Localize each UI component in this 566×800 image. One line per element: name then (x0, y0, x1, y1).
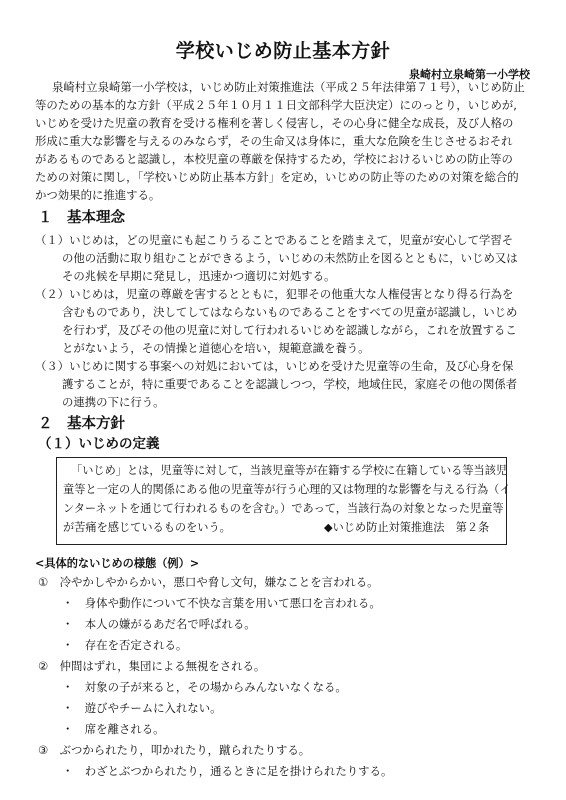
intro-line: 等のための基本的な方針（平成２５年１０月１１日文部科学大臣決定）にのっとり，いじめが, (35, 98, 517, 112)
example-subitem: ・ 身体や動作について不快な言葉を用いて悪口を言われる。 (62, 596, 381, 610)
intro-line: ための対策に関し，「学校いじめ防止基本方針」を定め，いじめの防止等のための対策を総合的 (35, 170, 519, 184)
example-item: ① 冷やかしやからかい，悪口や脅し文句，嫌なことを言われる。 (38, 575, 379, 589)
intro-line: かつ効果的に推進する。 (35, 188, 161, 202)
intro-line: いじめを受けた児童の教育を受ける権利を著しく侵害し，その心身に健全な成長，及び人格の (35, 116, 514, 130)
policy-line: 含むものであり，決してしてはならないものであることをすべての児童が認識し，いじめ (62, 305, 518, 319)
example-subitem: ・ 対象の子が来ると，その場からみんないなくなる。 (62, 680, 347, 694)
subheading-definition: （１）いじめの定義 (38, 436, 160, 452)
examples-heading: <具体的ないじめの様態（例）> (35, 557, 200, 570)
intro-line: 泉崎村立泉崎第一小学校は，いじめ防止対策推進法（平成２５年法律第７１号），いじめ防止 (52, 80, 525, 94)
definition-line: 童等と一定の人的関係にある他の児童等が行う心理的又は物理的な影響を与える行為（イ (63, 483, 511, 496)
policy-line: （２）いじめは，児童の尊厳を害するとともに，犯罪その他重大な人権侵害となり得る行為を (35, 287, 514, 301)
policy-line: の連携の下に行う。 (62, 395, 165, 409)
definition-line: ンターネットを通じて行われるものを含む。）であって，当該行為の対象となった児童等 (63, 502, 504, 515)
example-subitem: ・ 席を離される。 (62, 722, 165, 736)
section-heading-basic-policy: ２ 基本方針 (38, 416, 125, 432)
definition-source: ◆いじめ防止対策推進法 第２条 (324, 521, 490, 534)
definition-box (56, 457, 511, 545)
definition-line: が苦痛を感じているものをいう。 (63, 521, 231, 534)
intro-line: があるものであると認識し，本校児童の尊厳を保持するため，学校におけるいじめの防止等の (35, 152, 513, 166)
example-subitem: ・ 本人の嫌がるあだ名で呼ばれる。 (62, 617, 256, 631)
example-subitem: ・ 遊びやチームに入れない。 (62, 701, 222, 715)
document-title: 学校いじめ防止基本方針 (175, 40, 391, 62)
example-subitem: ・ 存在を否定される。 (62, 638, 188, 652)
section-heading-basic-philosophy: １ 基本理念 (38, 210, 125, 226)
example-item: ② 仲間はずれ，集団による無視をされる。 (38, 659, 266, 673)
policy-line: とがないよう，その情操と道徳心を培い，規範意識を養う。 (62, 341, 370, 355)
policy-line: を行わず，及びその他の児童に対して行われるいじめを認識しながら，これを放置するこ (62, 323, 517, 337)
policy-line: （３）いじめに関する事案への対処においては，いじめを受けた児童等の生命，及び心身を保 (35, 359, 514, 373)
example-item: ③ ぶつかられたり，叩かれたり，蹴られたりする。 (38, 743, 311, 757)
policy-line: その兆候を早期に発見し，迅速かつ適切に対処する。 (62, 269, 336, 283)
policy-line: （１）いじめは，どの児童にも起こりうることであることを踏まえて，児童が安心して学習そ (35, 233, 514, 247)
intro-line: 形成に重大な影響を与えるのみならず，その生命又は身体に，重大な危険を生じさせるおそれ (35, 134, 513, 148)
example-subitem: ・ わざとぶつかられたり，通るときに足を掛けられたりする。 (62, 764, 393, 778)
definition-line: 「いじめ」とは，児童等に対して，当該児童等が在籍する学校に在籍している等当該児 (71, 464, 508, 477)
policy-line: の他の活動に取り組むことができるよう，いじめの未然防止を図るとともに，いじめ又は (62, 251, 518, 265)
school-name: 泉崎村立泉崎第一小学校 (409, 68, 530, 81)
policy-line: 護することが，特に重要であることを認識しつつ，学校，地域住民，家庭その他の関係者 (62, 377, 518, 391)
